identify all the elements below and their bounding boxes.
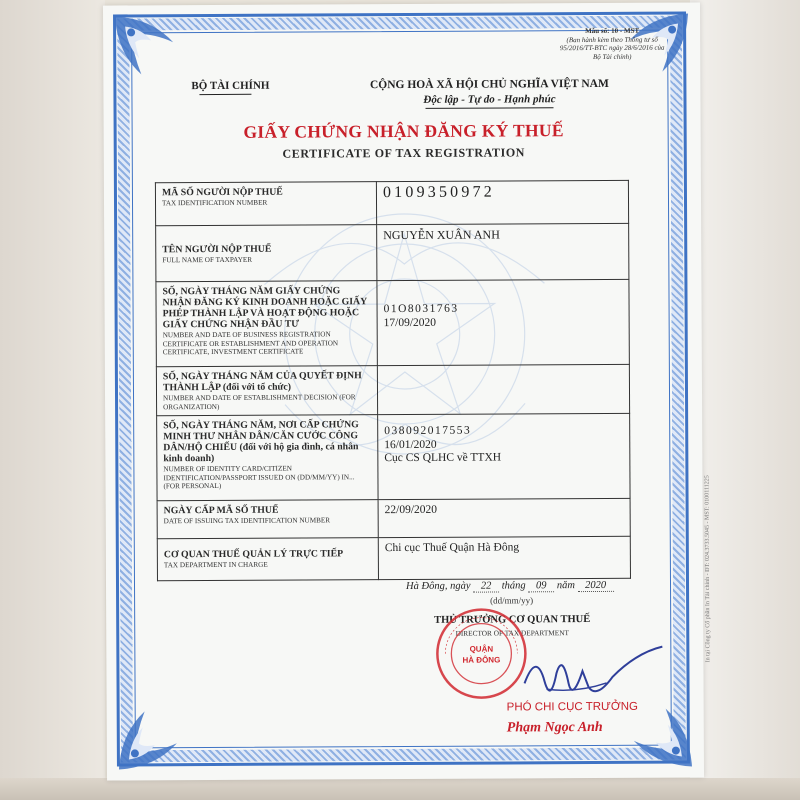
row-label (156, 366, 377, 416)
label-vn: NGÀY CẤP MÃ SỐ THUẾ (163, 504, 279, 517)
label-vn: SỐ, NGÀY THÁNG NĂM GIẤY CHỨNG NHẬN ĐĂNG KÝ KINH DOANH HOẶC GIẤY PHÉP THÀNH LẬP VÀ HOẠT ĐỘNG HOẶC GIẤY CHỨNG NHẬN ĐẦU TƯ (162, 285, 367, 331)
form-code-note (557, 27, 667, 62)
issue-month-word: tháng (501, 580, 526, 592)
label-vn: SỐ, NGÀY THÁNG NĂM CỦA QUYẾT ĐỊNH THÀNH LẬP (đối với tổ chức) (162, 370, 362, 394)
table-row (157, 414, 630, 501)
table-row (156, 279, 629, 366)
taxpayer-name-value: NGUYỄN XUÂN ANH (383, 227, 500, 243)
printer-side-note: In tại Công ty Cổ phần In Tài chính - ĐT: 024.3733.5045 - MST: 0100111225 (704, 475, 712, 663)
table-row (156, 223, 629, 281)
tax-id-value: 0109350972 (382, 183, 496, 202)
business-reg-number: 01O8031763 (383, 302, 459, 316)
tax-id-issue-date: 22/09/2020 (384, 504, 438, 517)
signature-title-en: DIRECTOR OF TAX DEPARTMENT (455, 628, 569, 638)
certificate-paper (103, 2, 712, 780)
row-value (378, 414, 630, 500)
date-format: (dd/mm/yy) (490, 595, 534, 606)
certificate-title-vn: GIẤY CHỨNG NHẬN ĐĂNG KÝ THUẾ (243, 120, 564, 142)
id-card-date: 16/01/2020 (384, 438, 437, 451)
issue-day-word: ngày (450, 580, 471, 592)
issue-date-line: Hà Đông, ngày 22 tháng 09 năm 2020 (406, 580, 614, 593)
label-en: NUMBER AND DATE OF BUSINESS REGISTRATION CERTIFICATE OR ESTABLISHMENT AND OPERATION CERTIFICATE, INVESTMENT CERTIFICATE (162, 330, 339, 357)
id-card-place: Cục CS QLHC về TTXH (384, 451, 502, 465)
row-value (377, 364, 629, 415)
table-row (156, 364, 629, 416)
certificate-title-en: CERTIFICATE OF TAX REGISTRATION (282, 145, 526, 161)
row-value (377, 279, 629, 365)
svg-text:QUẬN: QUẬN (469, 644, 494, 654)
background-left (0, 0, 105, 800)
issue-month: 09 (528, 580, 554, 592)
issue-place: Hà Đông (405, 580, 445, 592)
label-en: FULL NAME OF TAXPAYER (162, 255, 253, 265)
deputy-title: PHÓ CHI CỤC TRƯỞNG (506, 700, 638, 714)
row-label (156, 281, 377, 367)
national-motto: Độc lập - Tự do - Hạnh phúc (423, 93, 556, 106)
svg-text:HÀ ĐÔNG: HÀ ĐÔNG (462, 655, 501, 665)
table-row (155, 180, 628, 225)
row-label (157, 415, 378, 501)
row-value (378, 537, 630, 580)
business-reg-date: 17/09/2020 (383, 316, 437, 329)
background-bottom (0, 778, 800, 800)
issue-year: 2020 (578, 580, 614, 592)
id-card-number: 038092017553 (384, 424, 472, 438)
row-value (376, 180, 628, 224)
label-en: NUMBER AND DATE OF ESTABLISHMENT DECISION (FOR ORGANIZATION) (163, 393, 356, 411)
republic-name: CỘNG HOÀ XÃ HỘI CHỦ NGHĨA VIỆT NAM (369, 77, 609, 92)
corner-ornament-icon (115, 703, 185, 773)
ministry-name: BỘ TÀI CHÍNH (191, 79, 270, 93)
corner-ornament-icon (111, 12, 181, 82)
row-label (155, 182, 376, 226)
tax-department-value: Chi cục Thuế Quận Hà Đông (384, 541, 520, 555)
label-vn: MÃ SỐ NGƯỜI NỘP THUẾ (161, 186, 283, 199)
issue-day: 22 (473, 581, 499, 593)
row-value (377, 223, 629, 280)
registration-table (155, 180, 631, 582)
table-row (157, 537, 630, 581)
label-en: TAX DEPARTMENT IN CHARGE (163, 560, 268, 570)
row-label (156, 225, 377, 282)
label-vn: TÊN NGƯỜI NỘP THUẾ (162, 243, 272, 256)
label-en: NUMBER OF IDENTITY CARD/CITIZEN IDENTIFICATION/PASSPORT ISSUED ON (DD/MM/YY) IN... (FOR PERSONAL) (163, 464, 355, 491)
form-issued-note: (Ban hành kèm theo Thông tư số 95/2016/TT-BTC ngày 28/6/2016 của Bộ Tài chính) (559, 35, 665, 61)
label-vn: CƠ QUAN THUẾ QUẢN LÝ TRỰC TIẾP (163, 548, 344, 561)
label-en: TAX IDENTIFICATION NUMBER (161, 198, 268, 208)
row-label (157, 538, 378, 581)
issue-year-word: năm (556, 580, 576, 592)
table-row (157, 499, 630, 539)
signer-name: Phạm Ngọc Anh (506, 719, 603, 736)
signature-title-vn: THỦ TRƯỞNG CƠ QUAN THUẾ (434, 614, 591, 626)
row-value (378, 499, 630, 538)
row-label (157, 500, 378, 539)
label-en: DATE OF ISSUING TAX IDENTIFICATION NUMBER (163, 516, 331, 526)
label-vn: SỐ, NGÀY THÁNG NĂM, NƠI CẤP CHỨNG MINH THƯ NHÂN DÂN/CĂN CƯỚC CÔNG DÂN/HỘ CHIẾU (đối với hộ gia đình, cá nhân kinh doanh) (163, 419, 359, 465)
form-code: Mẫu số: 10 - MST (585, 26, 640, 36)
